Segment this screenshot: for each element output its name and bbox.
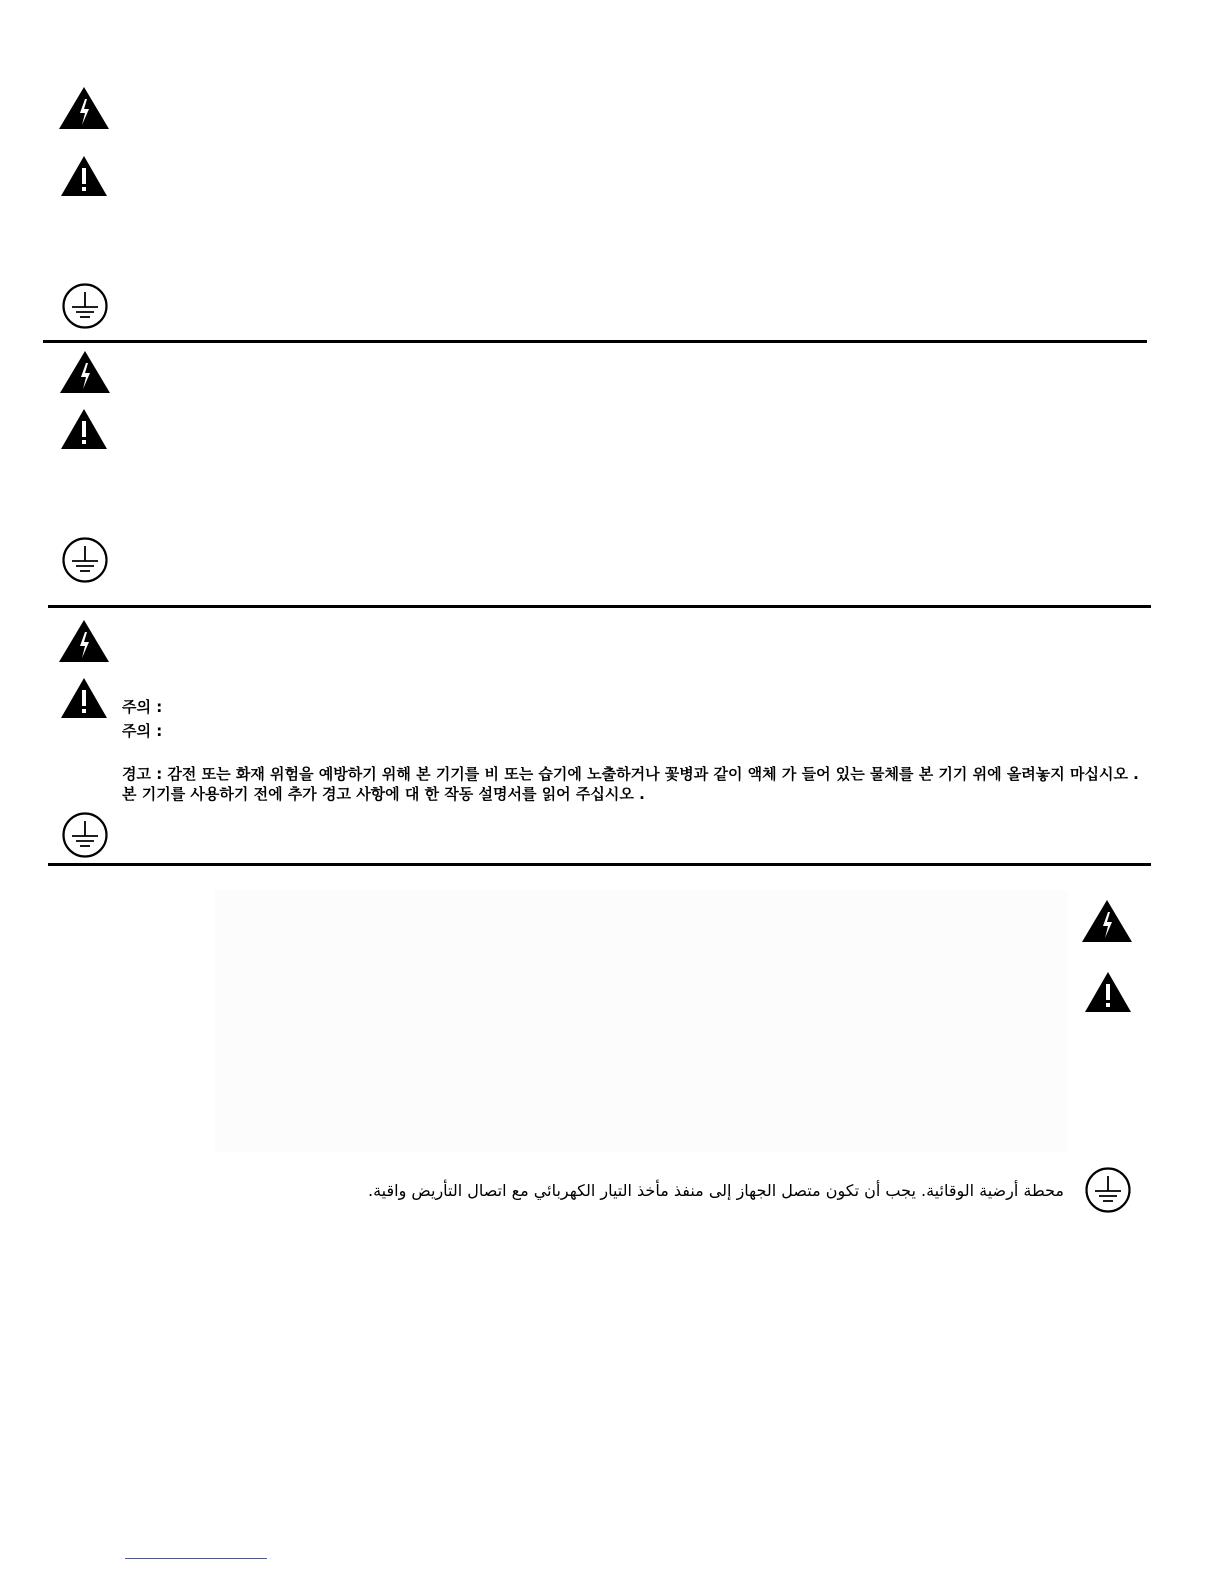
ground-warning-text: محطة أرضية الوقائية. يجب أن تكون متصل الجهاز إلى منفذ مأخذ التيار الكهربائي مع اتصال التأريض واقية.	[367, 1181, 1064, 1200]
exclamation-warning-icon	[60, 155, 108, 197]
lightning-warning-icon	[58, 619, 110, 663]
caution-label: 주의 :	[122, 722, 163, 740]
protective-earth-icon	[61, 282, 109, 330]
exclamation-warning-icon	[1084, 971, 1132, 1013]
protective-earth-icon	[61, 811, 109, 859]
footer-link-underline	[125, 1558, 267, 1559]
exclamation-warning-icon	[60, 677, 108, 719]
section-divider	[43, 340, 1147, 343]
caution-label: 주의 :	[122, 698, 163, 716]
lightning-warning-icon	[58, 86, 110, 130]
protective-earth-icon	[1084, 1166, 1132, 1214]
lightning-warning-icon	[1081, 899, 1133, 943]
exclamation-warning-icon	[60, 408, 108, 450]
section-divider	[48, 605, 1151, 608]
warning-paragraph: 경고 : 감전 또는 화재 위험을 예방하기 위해 본 기기를 비 또는 습기에 노출하거나 꽃병과 같이 액체 가 들어 있는 물체를 본 기기 위에 올려놓지 마십시오 . 본 기기를 사용하기 전에 추가 경고 사항에 대 한 작동 설명서를 읽어 주십시오 .	[122, 765, 1139, 803]
lightning-warning-icon	[59, 350, 111, 394]
section-divider	[48, 863, 1151, 866]
text-block-background	[215, 890, 1068, 1152]
protective-earth-icon	[61, 536, 109, 584]
